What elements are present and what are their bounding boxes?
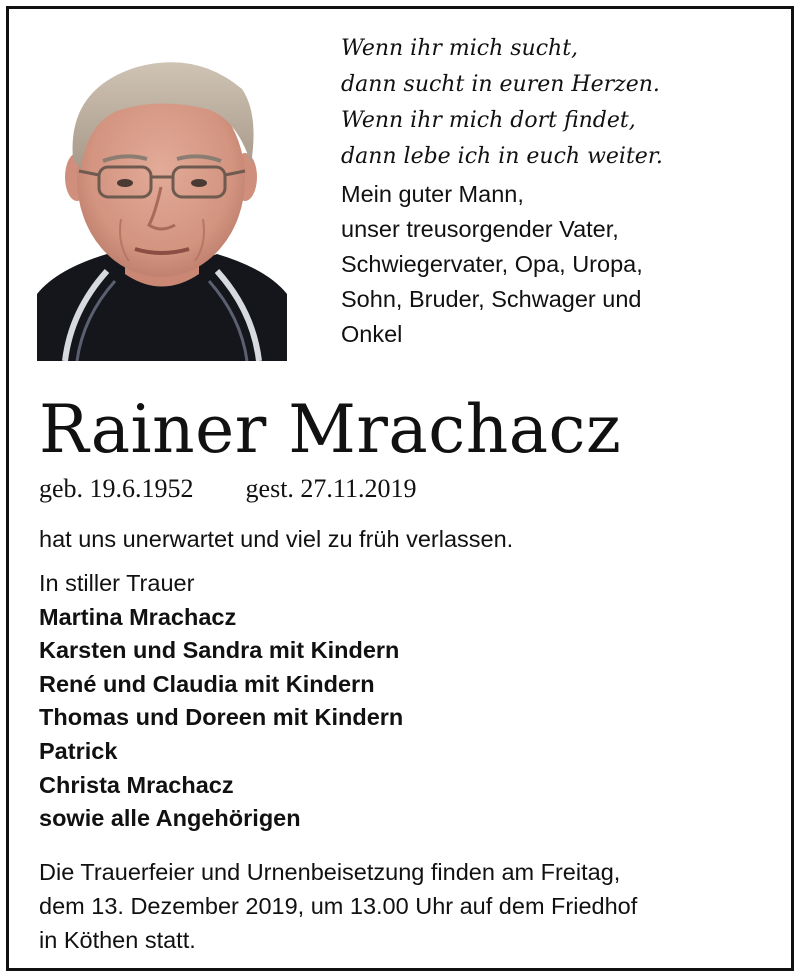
relation-line: unser treusorgender Vater, <box>341 216 619 242</box>
mourner-name: Karsten und Sandra mit Kindern <box>39 637 400 664</box>
portrait-photo <box>37 49 287 361</box>
relation-line: Schwiegervater, Opa, Uropa, <box>341 251 643 277</box>
mourners-list <box>39 567 769 836</box>
relation-line: Sohn, Bruder, Schwager und <box>341 286 642 312</box>
poem-line: Wenn ihr mich dort findet, <box>341 108 636 133</box>
death-date: gest. 27.11.2019 <box>245 474 417 503</box>
poem-line: dann lebe ich in euch weiter. <box>341 144 663 169</box>
poem-line: dann sucht in euren Herzen. <box>341 72 660 97</box>
poem-verse <box>341 31 761 175</box>
mourner-name: Thomas und Doreen mit Kindern <box>39 704 404 731</box>
mourners-intro: In stiller Trauer <box>39 570 195 596</box>
life-dates <box>39 471 416 507</box>
funeral-line: Die Trauerfeier und Urnenbeisetzung finden am Freitag, <box>39 859 621 885</box>
relation-line: Mein guter Mann, <box>341 181 524 207</box>
birth-date: geb. 19.6.1952 <box>39 474 194 503</box>
relation-line: Onkel <box>341 321 403 347</box>
mourner-name: Martina Mrachacz <box>39 603 237 630</box>
deceased-name: Rainer Mrachacz <box>39 391 622 468</box>
funeral-announcement <box>39 855 769 957</box>
passing-message-text: hat uns unerwartet und viel zu früh verlassen. <box>39 526 514 552</box>
portrait-photo-image <box>37 49 287 361</box>
mourner-name: René und Claudia mit Kindern <box>39 670 375 697</box>
funeral-line: in Köthen statt. <box>39 927 196 953</box>
poem-line: Wenn ihr mich sucht, <box>341 36 579 61</box>
mourner-name: Patrick <box>39 737 118 764</box>
obituary-notice <box>6 6 794 971</box>
funeral-line: dem 13. Dezember 2019, um 13.00 Uhr auf dem Friedhof <box>39 893 638 919</box>
passing-message <box>39 521 769 557</box>
mourner-name: sowie alle Angehörigen <box>39 805 301 832</box>
relation-description <box>341 177 761 352</box>
mourner-name: Christa Mrachacz <box>39 771 234 798</box>
